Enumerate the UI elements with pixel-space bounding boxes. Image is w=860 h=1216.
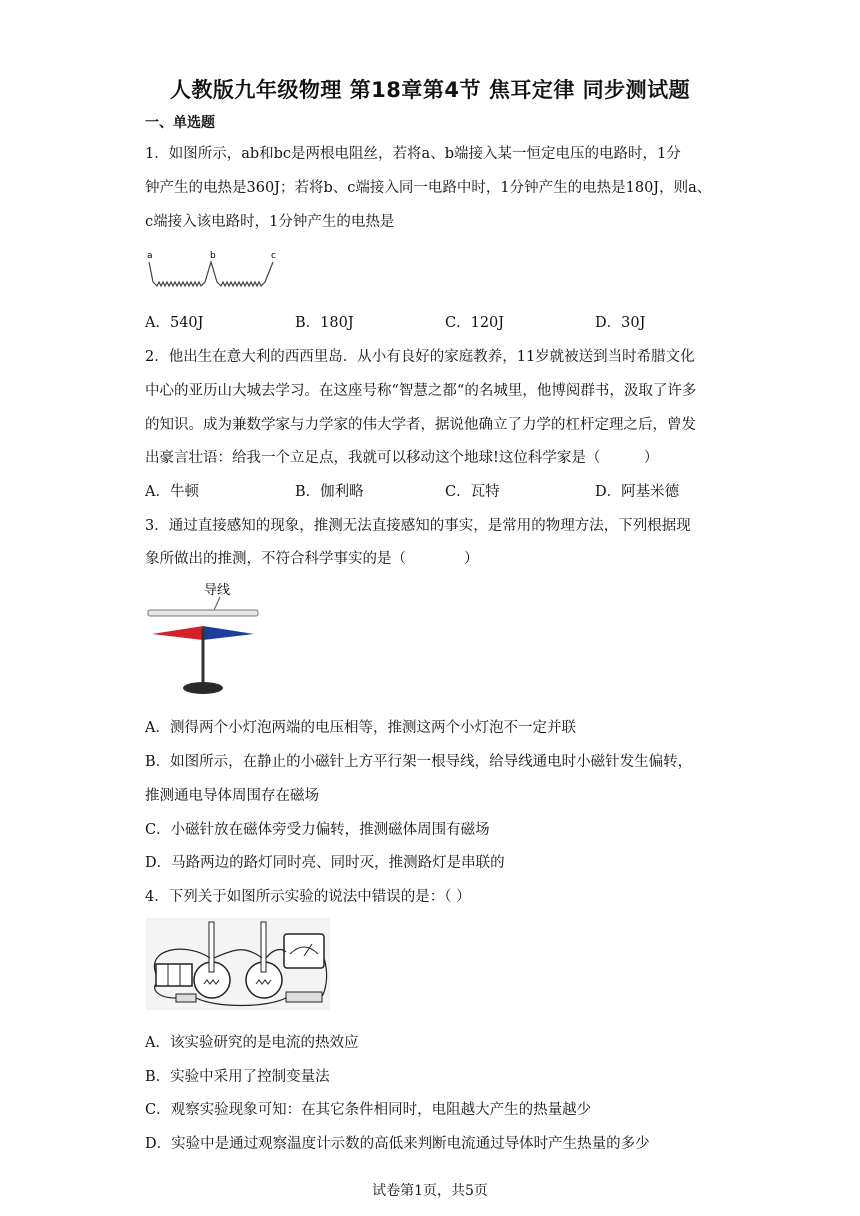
q2-line-4: 出豪言壮语：给我一个立足点，我就可以移动这个地球!这位科学家是（ ） (145, 450, 659, 466)
label-c: c (271, 251, 276, 261)
q4-option-b: B．实验中采用了控制变量法 (145, 1069, 330, 1085)
q2-line-1: 2．他出生在意大利的西西里岛．从小有良好的家庭教养，11岁就被送到当时希腊文化 (145, 349, 695, 365)
q4-option-d: D．实验中是通过观察温度计示数的高低来判断电流通过导体时产生热量的多少 (145, 1136, 650, 1152)
q3-option-c: C．小磁针放在磁体旁受力偏转，推测磁体周围有磁场 (145, 822, 490, 838)
q4-line-1: 4．下列关于如图所示实验的说法中错误的是：（ ） (145, 889, 471, 905)
thermometer-left (209, 922, 214, 972)
q2-line-3: 的知识。成为兼数学家与力学家的伟大学者，据说他确立了力学的杠杆定理之后，曾发 (145, 417, 696, 433)
joule-heating-experiment-figure (146, 918, 330, 1010)
q1-line-3: c端接入该电路时，1分钟产生的电热是 (145, 214, 395, 230)
wire-label-pointer (214, 597, 220, 610)
rheostat (286, 992, 322, 1002)
q4-option-a: A．该实验研究的是电流的热效应 (145, 1035, 359, 1051)
q4-option-c: C．观察实验现象可知：在其它条件相同时，电阻越大产生的热量越少 (145, 1102, 592, 1118)
q1-option-a: A．540J (145, 315, 204, 331)
q3-option-b-cont: 推测通电导体周围存在磁场 (145, 788, 319, 804)
label-a: a (147, 251, 153, 261)
ammeter (284, 934, 324, 968)
section-heading: 一、单选题 (145, 115, 215, 131)
q2-line-2: 中心的亚历山大城去学习。在这座号称“智慧之都“的名城里，他博阅群书，汲取了许多 (145, 383, 697, 399)
q2-option-c: C．瓦特 (445, 484, 500, 500)
page-footer: 试卷第1页，共5页 (372, 1183, 488, 1199)
q2-option-a: A．牛顿 (145, 484, 199, 500)
q3-option-a: A．测得两个小灯泡两端的电压相等，推测这两个小灯泡不一定并联 (145, 720, 576, 736)
q1-option-d: D．30J (595, 315, 646, 331)
q3-line-2: 象所做出的推测，不符合科学事实的是（ ） (145, 551, 479, 567)
switch (176, 994, 196, 1002)
wire-bar (148, 610, 258, 616)
resistance-wire-figure (143, 246, 283, 294)
label-b: b (210, 251, 216, 261)
document-title: 人教版九年级物理 第18章第4节 焦耳定律 同步测试题 (169, 78, 691, 102)
q1-option-c: C．120J (445, 315, 505, 331)
needle-blue-half (203, 626, 254, 640)
q3-option-b: B．如图所示，在静止的小磁针上方平行架一根导线，给导线通电时小磁针发生偏转， (145, 754, 693, 770)
compass-base (183, 682, 223, 694)
wire-label: 导线 (204, 583, 231, 598)
needle-red-half (152, 626, 203, 640)
q2-option-b: B．伽利略 (295, 484, 364, 500)
q3-option-d: D．马路两边的路灯同时亮、同时灭，推测路灯是串联的 (145, 855, 505, 871)
q3-line-1: 3．通过直接感知的现象，推测无法直接感知的事实，是常用的物理方法，下列根据现 (145, 518, 691, 534)
q2-option-d: D．阿基米德 (595, 484, 680, 500)
q1-line-2: 钟产生的电热是360J；若将b、c端接入同一电路中时，1分钟产生的电热是180J，则a、 (145, 180, 712, 196)
compass-wire-figure (146, 578, 261, 700)
battery (156, 964, 192, 986)
thermometer-right (261, 922, 266, 972)
q1-option-b: B．180J (295, 315, 354, 331)
q1-line-1: 1．如图所示，ab和bc是两根电阻丝，若将a、b端接入某一恒定电压的电路时，1分 (145, 146, 681, 162)
